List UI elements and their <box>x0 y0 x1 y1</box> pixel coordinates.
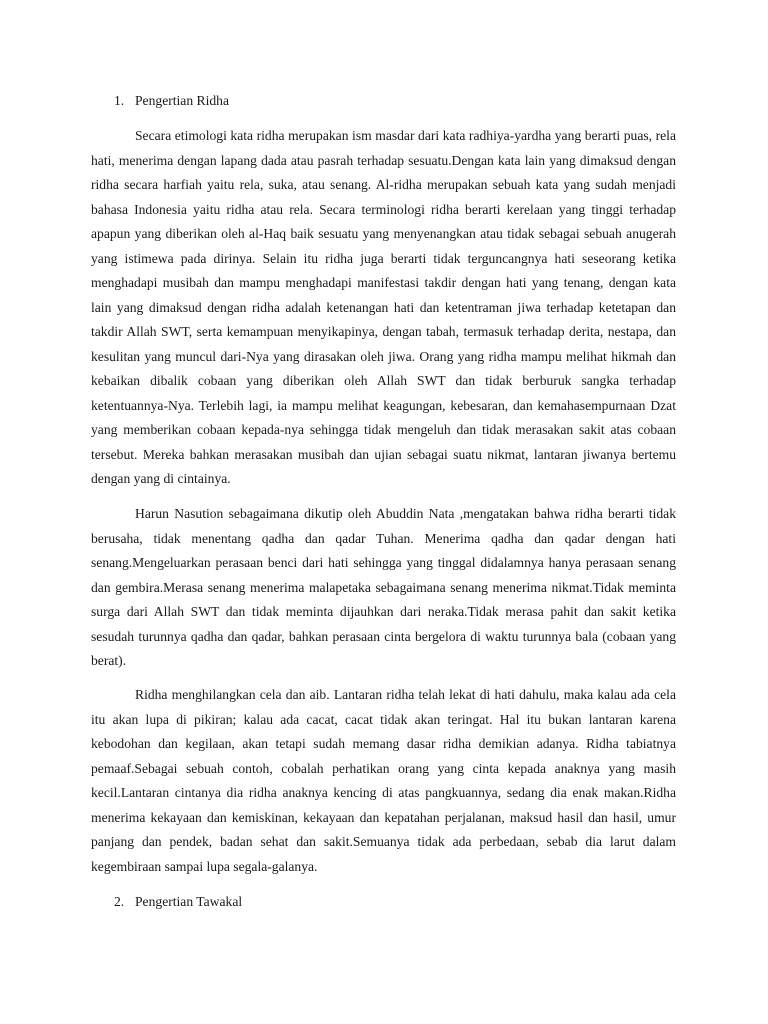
paragraph-2: Harun Nasution sebagaimana dikutip oleh Abuddin Nata ,mengatakan bahwa ridha berarti tidak berusaha, tidak menentang qadha dan qadar Tuhan. Menerima qadha dan qadar dengan hati senang.Mengeluarkan perasaan benci dari hati sehingga yang tinggal didalamnya hanya perasaan senang dan gembira.Merasa senang menerima malapetaka sebagaimana senang menerima nikmat.Tidak meminta surga dari Allah SWT dan tidak meminta dijauhkan dari neraka.Tidak merasa pahit dan sakit ketika sesudah turunnya qadha dan qadar, bahkan perasaan cinta bergelora di waktu turunnya bala (cobaan yang berat). <box>91 506 676 668</box>
section-title-2: Pengertian Tawakal <box>135 894 243 909</box>
section-title-1: Pengertian Ridha <box>135 93 230 108</box>
paragraph-1: Secara etimologi kata ridha merupakan ism masdar dari kata radhiya-yardha yang berarti puas, rela hati, menerima dengan lapang dada atau pasrah terhadap sesuatu.Dengan kata lain yang dimaksud dengan ridha secara harfiah yaitu rela, suka, atau senang. Al-ridha merupakan sebuah kata yang sudah menjadi bahasa Indonesia yaitu ridha atau rela. Secara terminologi ridha berarti kerelaan yang tinggi terhadap apapun yang diberikan oleh al-Haq baik sesuatu yang menyenangkan atau tidak sebagai sebuah anugerah yang istimewa pada dirinya. Selain itu ridha juga berarti tidak terguncangnya hati seseorang ketika menghadapi musibah dan mampu menghadapi manifestasi takdir dengan hati yang tenang, dengan kata lain yang dimaksud dengan ridha adalah ketenangan hati dan ketentraman jiwa terhadap ketetapan dan takdir Allah SWT, serta kemampuan menyikapinya, dengan tabah, termasuk terhadap derita, nestapa, dan kesulitan yang muncul dari-Nya yang dirasakan oleh jiwa. Orang yang ridha mampu melihat hikmah dan kebaikan dibalik cobaan yang diberikan oleh Allah SWT dan tidak berburuk sangka terhadap ketentuannya-Nya. Terlebih lagi, ia mampu melihat keagungan, kebesaran, dan kemahasempurnaan Dzat yang memberikan cobaan kepada-nya sehingga tidak mengeluh dan tidak merasakan sakit atas cobaan tersebut. Mereka bahkan merasakan musibah dan ujian sebagai suatu nikmat, lantaran jiwanya bertemu dengan yang di cintainya. <box>91 128 676 486</box>
section-number-1: 1. <box>114 93 125 108</box>
section-heading-1 <box>114 91 229 111</box>
section-number-2: 2. <box>114 894 125 909</box>
paragraph-3: Ridha menghilangkan cela dan aib. Lantaran ridha telah lekat di hati dahulu, maka kalau ada cela itu akan lupa di pikiran; kalau ada cacat, cacat tidak akan teringat. Hal itu bukan lantaran karena kebodohan dan kegilaan, akan tetapi sudah memang dasar ridha demikian adanya. Ridha tabiatnya pemaaf.Sebagai sebuah contoh, cobalah perhatikan orang yang cinta kepada anaknya yang masih kecil.Lantaran cintanya dia ridha anaknya kencing di atas pangkuannya, sedang dia enak makan.Ridha menerima kekayaan dan kemiskinan, kekayaan dan kepatahan perjalanan, maksud hasil dan hasil, umur panjang dan pendek, badan sehat dan sakit.Semuanya tidak ada perbedaan, sebab dia larut dalam kegembiraan sampai lupa segala-galanya. <box>91 687 676 874</box>
section-heading-2 <box>114 892 242 912</box>
